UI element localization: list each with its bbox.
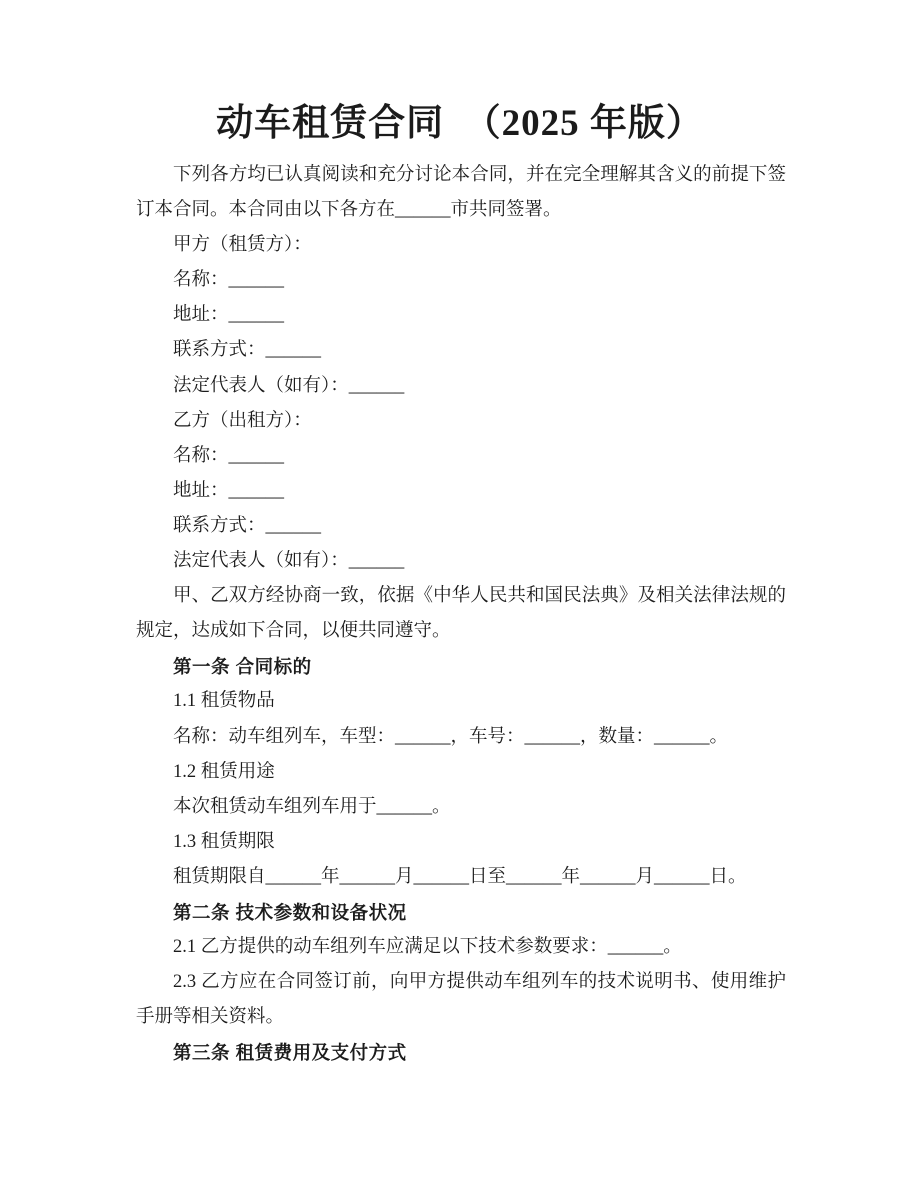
document-line: 联系方式：______ <box>173 515 322 536</box>
article-heading: 第三条 租赁费用及支付方式 <box>173 1042 407 1064</box>
document-line: 法定代表人（如有）：______ <box>173 375 405 396</box>
document-line: 本次租赁动车组列车用于______。 <box>173 796 451 817</box>
document-line: 规定，达成如下合同，以便共同遵守。 <box>136 621 451 642</box>
document-line: 联系方式：______ <box>173 340 322 361</box>
document-line: 1.3 租赁期限 <box>173 831 275 852</box>
document-line: 订本合同。本合同由以下各方在______市共同签署。 <box>136 200 562 221</box>
document-title: 动车租赁合同 （2025 年版） <box>216 103 704 144</box>
document-line: 2.3 乙方应在合同签订前，向甲方提供动车组列车的技术说明书、使用维护 <box>173 972 786 993</box>
document-line: 名称：______ <box>173 445 285 466</box>
document-line: 名称：______ <box>173 270 285 291</box>
document-body <box>136 158 786 1070</box>
article-heading: 第二条 技术参数和设备状况 <box>173 901 407 923</box>
document-line: 租赁期限自______年______月______日至______年______月______日。 <box>173 866 747 887</box>
document-line: 名称：动车组列车，车型：______，车号：______，数量：______。 <box>173 726 729 747</box>
document-line: 法定代表人（如有）：______ <box>173 551 405 572</box>
document-line: 地址：______ <box>173 305 285 326</box>
document-line: 甲、乙双方经协商一致，依据《中华人民共和国民法典》及相关法律法规的 <box>173 586 786 607</box>
document-line: 手册等相关资料。 <box>136 1007 285 1028</box>
document-line: 甲方（租赁方）： <box>173 235 312 256</box>
document-line: 2.1 乙方提供的动车组列车应满足以下技术参数要求：______。 <box>173 937 682 958</box>
article-heading: 第一条 合同标的 <box>173 656 312 678</box>
document-line: 地址：______ <box>173 480 285 501</box>
document-line: 乙方（出租方）： <box>173 410 312 431</box>
document-line: 1.2 租赁用途 <box>173 761 275 782</box>
document-line: 1.1 租赁物品 <box>173 691 275 712</box>
document-line: 下列各方均已认真阅读和充分讨论本合同，并在完全理解其含义的前提下签 <box>173 165 786 185</box>
